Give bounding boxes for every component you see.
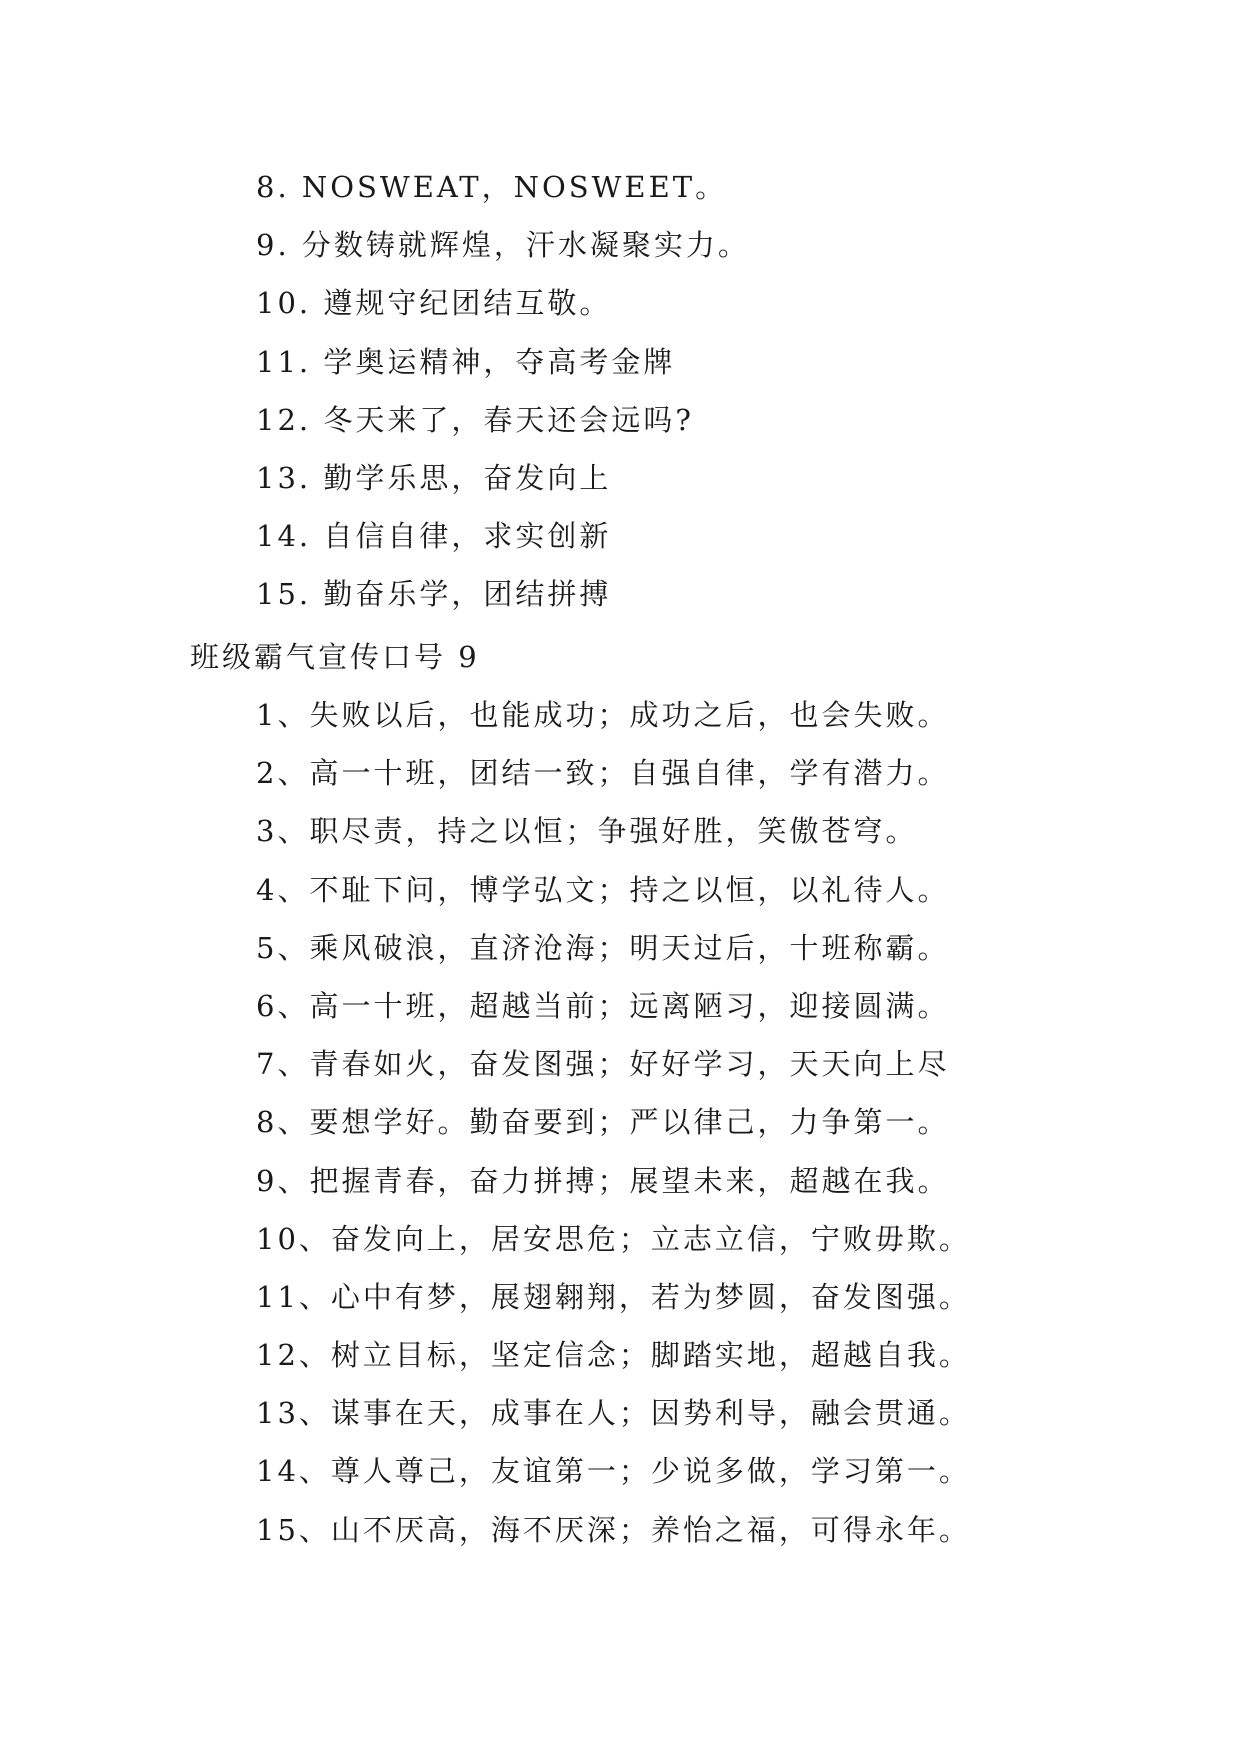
list-item: 10. 遵规守纪团结互敬。 (256, 286, 612, 321)
list-item: 2、高一十班，团结一致；自强自律，学有潜力。 (256, 756, 950, 791)
slogan-list (256, 686, 971, 1559)
list-item: 1、失败以后，也能成功；成功之后，也会失败。 (256, 698, 950, 732)
list-item: 5、乘风破浪，直济沧海；明天过后，十班称霸。 (256, 930, 950, 965)
slogan-list-continued (256, 158, 750, 624)
list-item: 4、不耻下问，博学弘文；持之以恒，以礼待人。 (256, 872, 950, 907)
list-item: 14、尊人尊己，友谊第一；少说多做，学习第一。 (256, 1454, 971, 1489)
list-item: 10、奋发向上，居安思危；立志立信，宁败毋欺。 (256, 1221, 971, 1256)
list-item: 12、树立目标，坚定信念；脚踏实地，超越自我。 (256, 1338, 971, 1373)
list-item: 9、把握青春，奋力拼搏；展望未来，超越在我。 (256, 1163, 950, 1198)
list-item: 6、高一十班，超越当前；远离陋习，迎接圆满。 (256, 988, 950, 1023)
list-item: 12. 冬天来了，春天还会远吗? (256, 402, 694, 437)
section-heading: 班级霸气宣传口号 9 (190, 640, 480, 674)
list-item: 3、职尽责，持之以恒；争强好胜，笑傲苍穹。 (256, 814, 918, 849)
list-item: 9. 分数铸就辉煌，汗水凝聚实力。 (256, 228, 750, 263)
list-item: 11. 学奥运精神，夺高考金牌 (256, 344, 676, 379)
list-item: 13、谋事在天，成事在人；因势利导，融会贯通。 (256, 1396, 971, 1431)
list-item: 7、青春如火，奋发图强；好好学习，天天向上尽 (256, 1047, 950, 1082)
list-item: 15. 勤奋乐学，团结拼搏 (256, 577, 612, 612)
list-item: 8、要想学好。勤奋要到；严以律己，力争第一。 (256, 1105, 950, 1140)
list-item: 11、心中有梦，展翅翱翔，若为梦圆，奋发图强。 (256, 1279, 971, 1314)
list-item: 13. 勤学乐思，奋发向上 (256, 460, 612, 495)
list-item: 15、山不厌高，海不厌深；养怡之福，可得永年。 (256, 1512, 971, 1547)
list-item: 14. 自信自律，求实创新 (256, 519, 612, 554)
list-item: 8. NOSWEAT，NOSWEET。 (256, 170, 728, 204)
